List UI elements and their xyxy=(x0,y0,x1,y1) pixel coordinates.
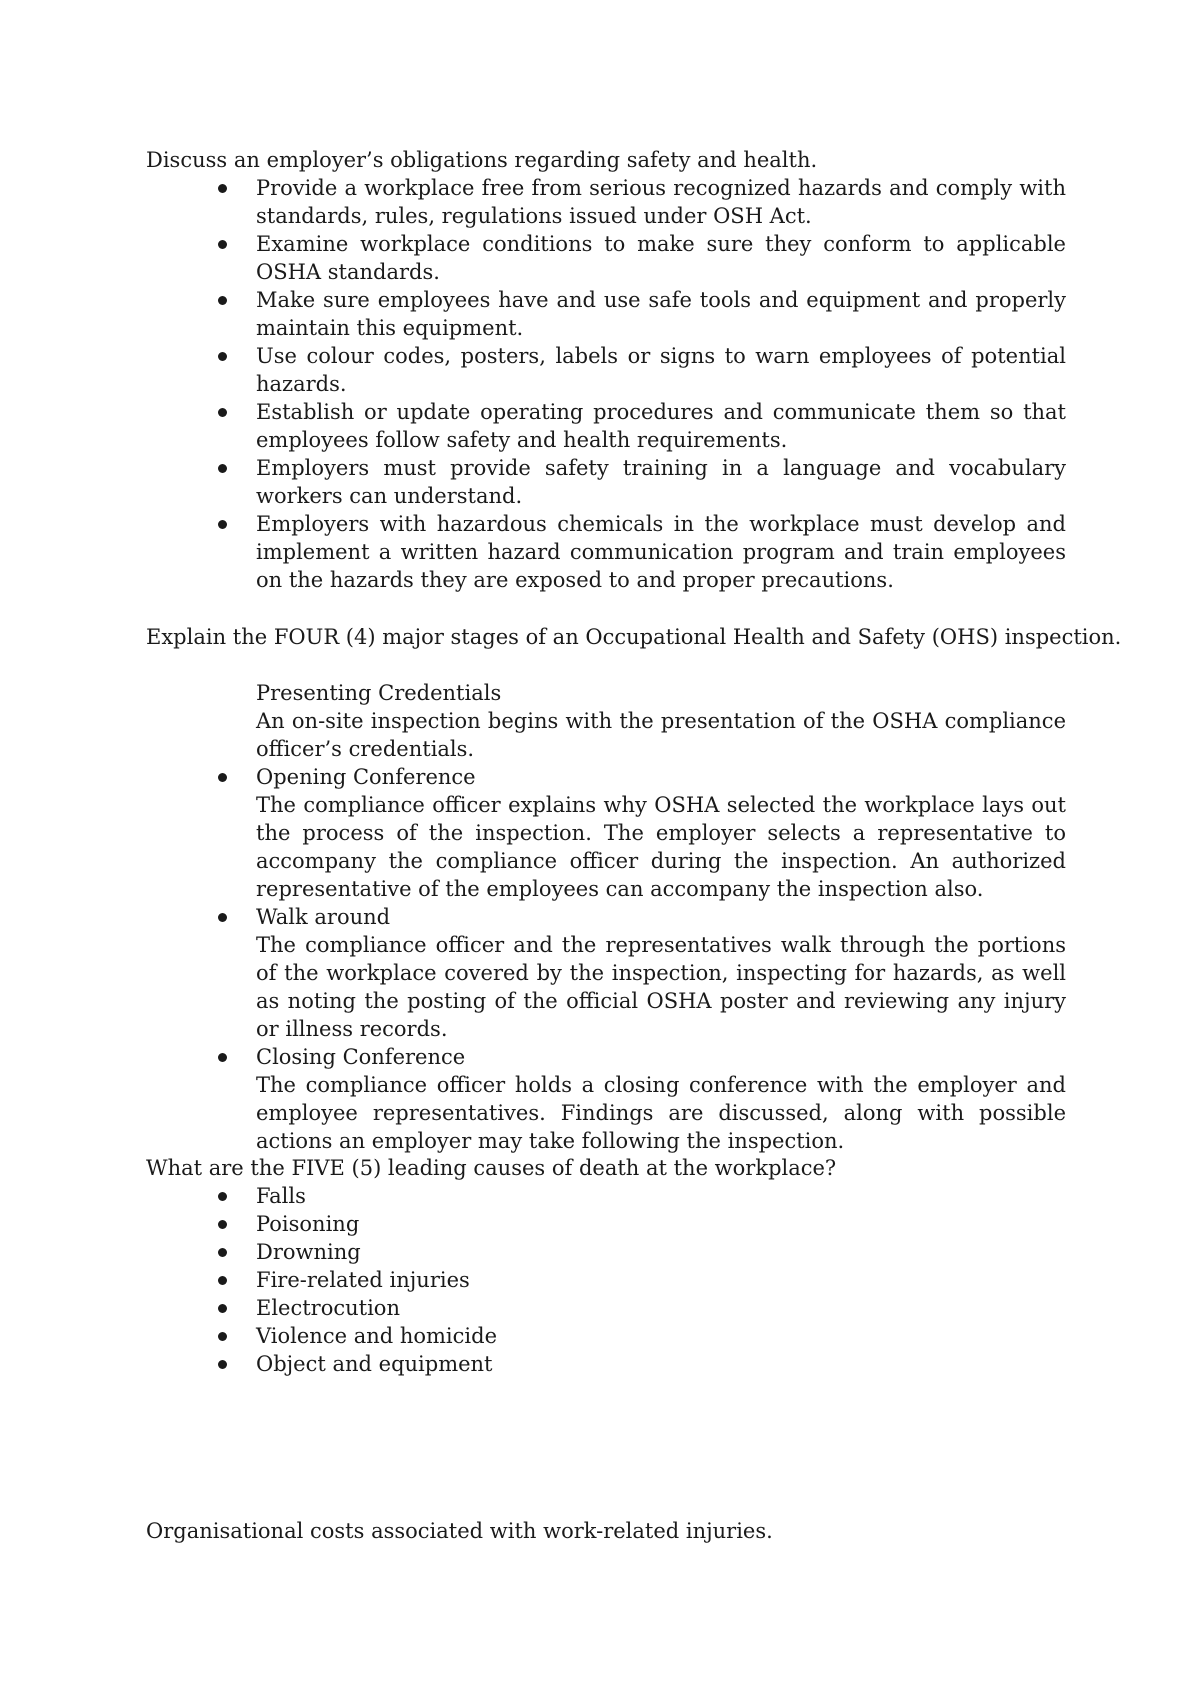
bullet-icon xyxy=(218,913,227,922)
bullet-icon xyxy=(218,1276,227,1285)
obligations-list xyxy=(146,174,1066,594)
causes-list xyxy=(146,1182,1066,1378)
bullet-icon xyxy=(218,240,227,249)
bullet-icon xyxy=(218,296,227,305)
list-item: Violence and homicide xyxy=(146,1322,1066,1350)
list-item: Make sure employees have and use safe tools and equipment and properly maintain this equipment. xyxy=(146,286,1066,342)
list-item: Use colour codes, posters, labels or signs to warn employees of potential hazards. xyxy=(146,342,1066,398)
bullet-icon xyxy=(218,1248,227,1257)
bullet-icon xyxy=(218,1192,227,1201)
bullet-icon xyxy=(218,1304,227,1313)
list-item: Closing Conference The compliance officer holds a closing conference with the employer and employee representatives. Findings are discussed, along with possible actions an employer may take following the inspection. xyxy=(146,1043,1066,1155)
list-item: Poisoning xyxy=(146,1210,1066,1238)
list-item: Electrocution xyxy=(146,1294,1066,1322)
bullet-icon xyxy=(218,464,227,473)
bullet-icon xyxy=(218,1332,227,1341)
list-item: Employers with hazardous chemicals in the workplace must develop and implement a written hazard communication program and train employees on the hazards they are exposed to and proper precautions. xyxy=(146,510,1066,594)
list-item: Fire-related injuries xyxy=(146,1266,1066,1294)
list-item: Provide a workplace free from serious recognized hazards and comply with standards, rules, regulations issued under OSH Act. xyxy=(146,174,1066,230)
list-item: Establish or update operating procedures and communicate them so that employees follow safety and health requirements. xyxy=(146,398,1066,454)
list-item: Employers must provide safety training in a language and vocabulary workers can understand. xyxy=(146,454,1066,510)
list-item: Drowning xyxy=(146,1238,1066,1266)
section-heading: Explain the FOUR (4) major stages of an Occupational Health and Safety (OHS) inspection. xyxy=(146,625,1122,649)
section-causes-of-death xyxy=(146,1154,1066,1378)
section-inspection-stages xyxy=(146,623,1122,1155)
list-item: Examine workplace conditions to make sure they conform to applicable OSHA standards. xyxy=(146,230,1066,286)
section-organisational-costs xyxy=(146,1517,1066,1545)
bullet-icon xyxy=(218,352,227,361)
bullet-icon xyxy=(218,1360,227,1369)
section-heading: Discuss an employer’s obligations regarding safety and health. xyxy=(146,148,818,172)
bullet-icon xyxy=(218,1053,227,1062)
bullet-icon xyxy=(218,773,227,782)
list-item: Opening Conference The compliance officer explains why OSHA selected the workplace lays out the process of the inspection. The employer selects a representative to accompany the compliance officer during the inspection. An authorized representative of the employees can accompany the inspection also. xyxy=(146,763,1066,903)
list-item: Walk around The compliance officer and the representatives walk through the portions of the workplace covered by the inspection, inspecting for hazards, as well as noting the posting of the official OSHA poster and reviewing any injury or illness records. xyxy=(146,903,1066,1043)
stages-list xyxy=(146,679,1066,1155)
list-item: Object and equipment xyxy=(146,1350,1066,1378)
list-item: Falls xyxy=(146,1182,1066,1210)
section-heading: What are the FIVE (5) leading causes of death at the workplace? xyxy=(146,1156,837,1180)
bullet-icon xyxy=(218,408,227,417)
list-item: Presenting Credentials An on-site inspection begins with the presentation of the OSHA compliance officer’s credentials. xyxy=(256,681,1066,761)
bullet-icon xyxy=(218,1220,227,1229)
section-employer-obligations xyxy=(146,146,1066,594)
bullet-icon xyxy=(218,184,227,193)
bullet-icon xyxy=(218,520,227,529)
section-heading: Organisational costs associated with work-related injuries. xyxy=(146,1519,773,1543)
